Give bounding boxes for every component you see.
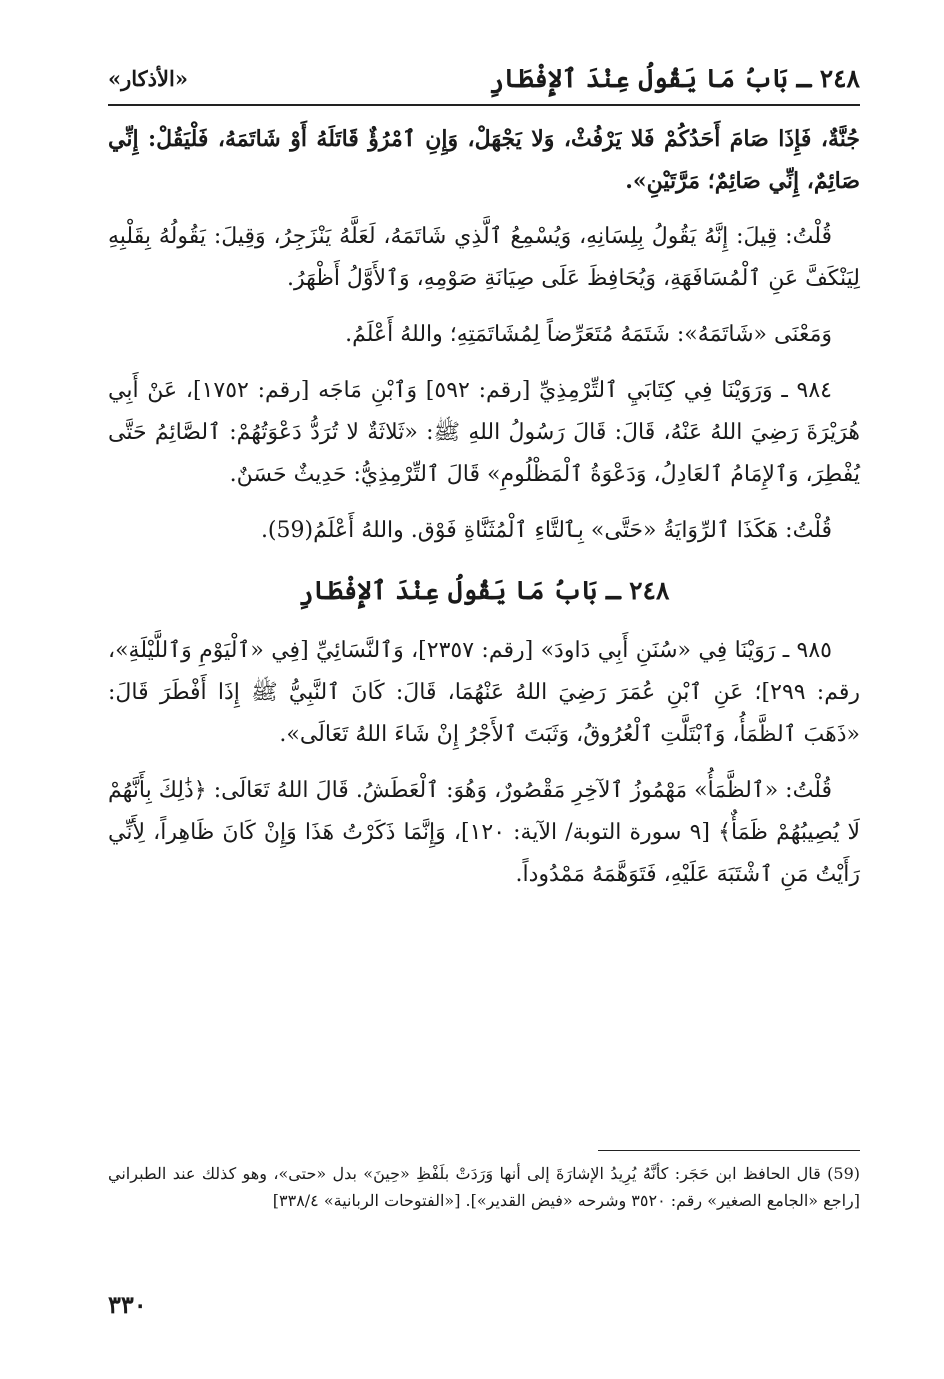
footnote: (59) قال الحافظ ابن حَجَر: كأنَّهُ يُرِيدُ الإشارَةَ إلى أنها وَرَدَتْ بلَفْظِ «حِينَ» بدل «حتى»، وهو كذلك عند الطبراني [راجع «الجامع الصغير» رقم: ٣٥٢٠ وشرحه «فيض القدير»]. [«الفتوحات الربانية» ٣٣٨/٤] (108, 1164, 860, 1210)
hadith-continuation: جُنَّةٌ، فَإِذَا صَامَ أَحَدُكُمْ فَلا يَرْفُثْ، وَلا يَجْهَلْ، وَإِنِ ٱمْرُؤٌ قَاتَلَهُ أَوْ شَاتَمَهُ، فَلْيَقُلْ: إِنِّي صَائِمٌ، إِنِّي صَائِمٌ؛ مَرَّتَيْنِ». (108, 126, 860, 194)
commentary-paragraph: قُلْتُ: «ٱلظَّمَأُ» مَهْمُوزُ ٱلآخِرِ مَقْصُورٌ، وَهُوَ: ٱلْعَطَشُ. قَالَ اللهُ تَعَالَى: ﴿ذَٰلِكَ بِأَنَّهُمْ لَا يُصِيبُهُمْ ظَمَأٌ﴾ [٩ سورة التوبة/ الآية: ١٢٠]، وَإِنَّمَا ذَكَرْتُ هَذَا وَإِنْ كَانَ ظَاهِراً، لِأَنِّي رَأَيْتُ مَنِ ٱشْتَبَهَ عَلَيْهِ، فَتَوَهَّمَهُ مَمْدُوداً. (108, 778, 860, 887)
hadith-paragraph: ٩٨٥ ـ رَوَيْنَا فِي «سُنَنِ أَبِي دَاودَ» [رقم: ٢٣٥٧]، وَٱلنَّسَائِيِّ [فِي «ٱلْيَوْمِ وَٱللَّيْلَةِ»، رقم: ٢٩٩]؛ عَنِ ٱبْنِ عُمَرَ رَضِيَ اللهُ عَنْهُمَا، قَالَ: كَانَ ٱلنَّبِيُّ ﷺ إِذَا أَفْطَرَ قَالَ: «ذَهَبَ ٱلظَّمَأُ، وَٱبْتَلَّتِ ٱلْعُرُوقُ، وَثَبَتَ ٱلأَجْرُ إِنْ شَاءَ اللهُ تَعَالَى». (108, 638, 861, 747)
header-divider (108, 104, 860, 106)
book-title: «الأذكار» (108, 65, 188, 91)
hadith-paragraph: ٩٨٤ ـ وَرَوَيْنَا فِي كِتَابَيِ ٱلتِّرْمِذِيِّ [رقم: ٥٩٢] وَٱبْنِ مَاجَه [رقم: ١٧٥٢]، عَنْ أَبِي هُرَيْرَةَ رَضِيَ اللهُ عَنْهُ، قَالَ: قَالَ رَسُولُ اللهِ ﷺ: «ثَلاثَةٌ لا تُرَدُّ دَعْوَتُهُمْ: ٱلصَّائِمُ حَتَّى يُفْطِرَ، وَٱلإِمَامُ ٱلعَادِلُ، وَدَعْوَةُ ٱلْمَظْلُومِ» قَالَ ٱلتِّرْمِذِيُّ: حَدِيثٌ حَسَنٌ. (108, 378, 860, 487)
section-heading: ٢٤٨ ـ بَابُ مَا يَقُولُ عِنْدَ ٱلإِفْطَارِ (298, 576, 670, 605)
chapter-title: ٢٤٨ ـ بَابُ مَا يَقُولُ عِنْدَ ٱلإِفْطَارِ (489, 63, 860, 93)
running-header (108, 58, 860, 98)
commentary-paragraph: وَمَعْنَى «شَاتَمَهُ»: شَتَمَهُ مُتَعَرِّضاً لِمُشَاتَمَتِهِ؛ واللهُ أَعْلَمُ. (345, 322, 832, 347)
footnote-divider (598, 1150, 860, 1151)
commentary-paragraph: قُلْتُ: هَكَذَا ٱلرِّوَايَةُ «حَتَّى» بِٱلتَّاءِ ٱلْمُثَنَّاةِ فَوْق. واللهُ أَعْلَمُ(59). (260, 518, 832, 543)
page-number: ٣٣٠ (108, 1290, 147, 1319)
footnotes (108, 1160, 860, 1214)
commentary-paragraph: قُلْتُ: قِيلَ: إِنَّهُ يَقُولُ بِلِسَانِهِ، وَيُسْمِعُ ٱلَّذِي شَاتَمَهُ، لَعَلَّهُ يَنْزَجِرُ، وَقِيلَ: يَقُولُهُ بِقَلْبِهِ لِيَنْكَفَّ عَنِ ٱلْمُسَافَهَةِ، وَيُحَافِظَ عَلَى صِيَانَةِ صَوْمِهِ، وَٱلأَوَّلُ أَظْهَرُ. (108, 224, 860, 291)
main-text (108, 118, 860, 910)
